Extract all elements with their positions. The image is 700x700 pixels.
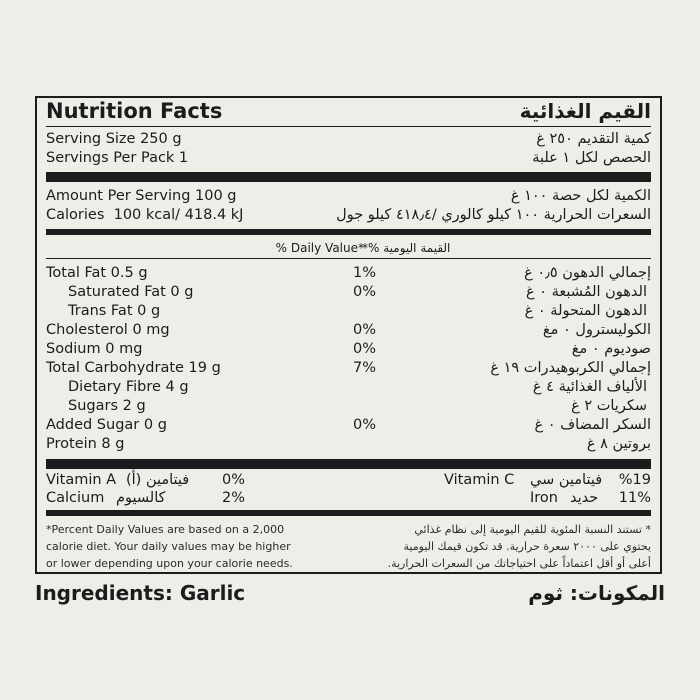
- medium-divider: [46, 510, 651, 516]
- servings-per-pack-en: Servings Per Pack 1: [46, 150, 189, 166]
- vitamin-a-en: Vitamin A: [46, 472, 117, 488]
- nutrient-name-ar: بروتين ٨ غ: [586, 436, 651, 452]
- iron-dv: 11%: [618, 490, 651, 506]
- iron-ar: حديد: [570, 490, 599, 506]
- thick-divider: [46, 172, 651, 182]
- nutrient-name-en: Dietary Fibre 4 g: [68, 379, 189, 395]
- amount-per-serving-en: Amount Per Serving 100 g: [46, 188, 237, 204]
- calcium-ar: كالسيوم: [116, 490, 166, 506]
- thick-divider: [46, 459, 651, 469]
- nutrient-daily-value: 0%: [353, 322, 377, 338]
- vitamin-a-dv: 0%: [222, 472, 246, 488]
- divider: [46, 258, 651, 259]
- footnote-ar-line: أعلى أو أقل اعتماداً على احتياجاتك من السعرات الحرارية.: [387, 557, 651, 570]
- nutrient-daily-value: 7%: [353, 360, 377, 376]
- nutrient-name-ar: السكر المضاف ٠ غ: [534, 417, 651, 433]
- footnote-ar-line: * تستند النسبة المئوية للقيم اليومية إلى نظام غذائي: [414, 523, 651, 536]
- nutrient-name-en: Total Fat 0.5 g: [46, 265, 148, 281]
- nutrient-name-ar: سكريات ٢ غ: [571, 398, 647, 414]
- nutrient-name-ar: الدهون المُشبعة ٠ غ: [525, 284, 647, 300]
- footnote-ar-line: يحتوي على ٢٠٠٠ سعرة حرارية. قد تكون قيمك اليومية: [403, 540, 651, 553]
- calcium-en: Calcium: [46, 490, 105, 506]
- calcium-dv: 2%: [222, 490, 246, 506]
- nutrient-name-en: Added Sugar 0 g: [46, 417, 167, 433]
- vitamin-c-dv: %19: [618, 472, 651, 488]
- nutrient-name-en: Trans Fat 0 g: [68, 303, 161, 319]
- nutrient-daily-value: 0%: [353, 417, 377, 433]
- nutrient-name-en: Protein 8 g: [46, 436, 125, 452]
- ingredients-ar: المكونات: ثوم: [528, 581, 665, 605]
- medium-divider: [46, 229, 651, 235]
- nutrient-daily-value: 0%: [353, 284, 377, 300]
- nutrient-name-en: Cholesterol 0 mg: [46, 322, 170, 338]
- servings-per-pack-ar: الحصص لكل ١ علبة: [532, 150, 651, 166]
- title-row: [46, 99, 651, 128]
- nutrient-name-ar: إجمالي الدهون ٠٫٥ غ: [524, 265, 651, 281]
- nutrient-name-en: Saturated Fat 0 g: [68, 284, 194, 300]
- nutrient-name-en: Total Carbohydrate 19 g: [46, 360, 221, 376]
- nutrient-daily-value: 0%: [353, 341, 377, 357]
- calories-en: Calories 100 kcal/ 418.4 kJ: [46, 207, 244, 223]
- nutrient-name-ar: الدهون المتحولة ٠ غ: [524, 303, 647, 319]
- serving-size-en: Serving Size 250 g: [46, 131, 182, 147]
- footnote-en-line: calorie diet. Your daily values may be higher: [46, 540, 291, 553]
- serving-size-ar: كمية التقديم ٢٥٠ غ: [536, 131, 651, 147]
- vitamin-c-ar: فيتامين سي: [530, 472, 603, 488]
- calories-ar: السعرات الحرارية ١٠٠ كيلو كالوري /٤١٨٫٤ كيلو جول: [336, 207, 651, 223]
- nutrient-daily-value: 1%: [353, 265, 377, 281]
- vitamin-c-en: Vitamin C: [444, 472, 515, 488]
- daily-value-en: % Daily Value*: [275, 241, 364, 255]
- vitamin-a-ar: فيتامين (أ): [126, 472, 190, 488]
- daily-value-ar: القيمة اليومية %*: [362, 241, 451, 255]
- footnote-ar: [388, 521, 651, 572]
- nutrient-name-en: Sodium 0 mg: [46, 341, 143, 357]
- amount-per-serving-ar: الكمية لكل حصة ١٠٠ غ: [510, 188, 651, 204]
- footnote-en: [46, 521, 293, 572]
- nutrient-name-en: Sugars 2 g: [68, 398, 146, 414]
- footnote-en-line: *Percent Daily Values are based on a 2,000: [46, 523, 285, 536]
- nutrient-name-ar: صوديوم ٠ مغ: [571, 341, 651, 357]
- nutrition-facts-panel: [35, 96, 662, 574]
- nutrient-name-ar: إجمالي الكربوهيدرات ١٩ غ: [490, 360, 651, 376]
- footnote-en-line: or lower depending upon your calorie needs.: [46, 557, 293, 570]
- divider: [46, 126, 651, 127]
- nutrient-name-ar: الألياف الغذائية ٤ غ: [532, 379, 647, 395]
- iron-en: Iron: [530, 490, 558, 506]
- nutrient-name-ar: الكوليسترول ٠ مغ: [542, 322, 651, 338]
- ingredients-en: Ingredients: Garlic: [35, 581, 246, 605]
- title-en: Nutrition Facts: [46, 99, 223, 123]
- title-ar: القيم الغذائية: [519, 99, 651, 123]
